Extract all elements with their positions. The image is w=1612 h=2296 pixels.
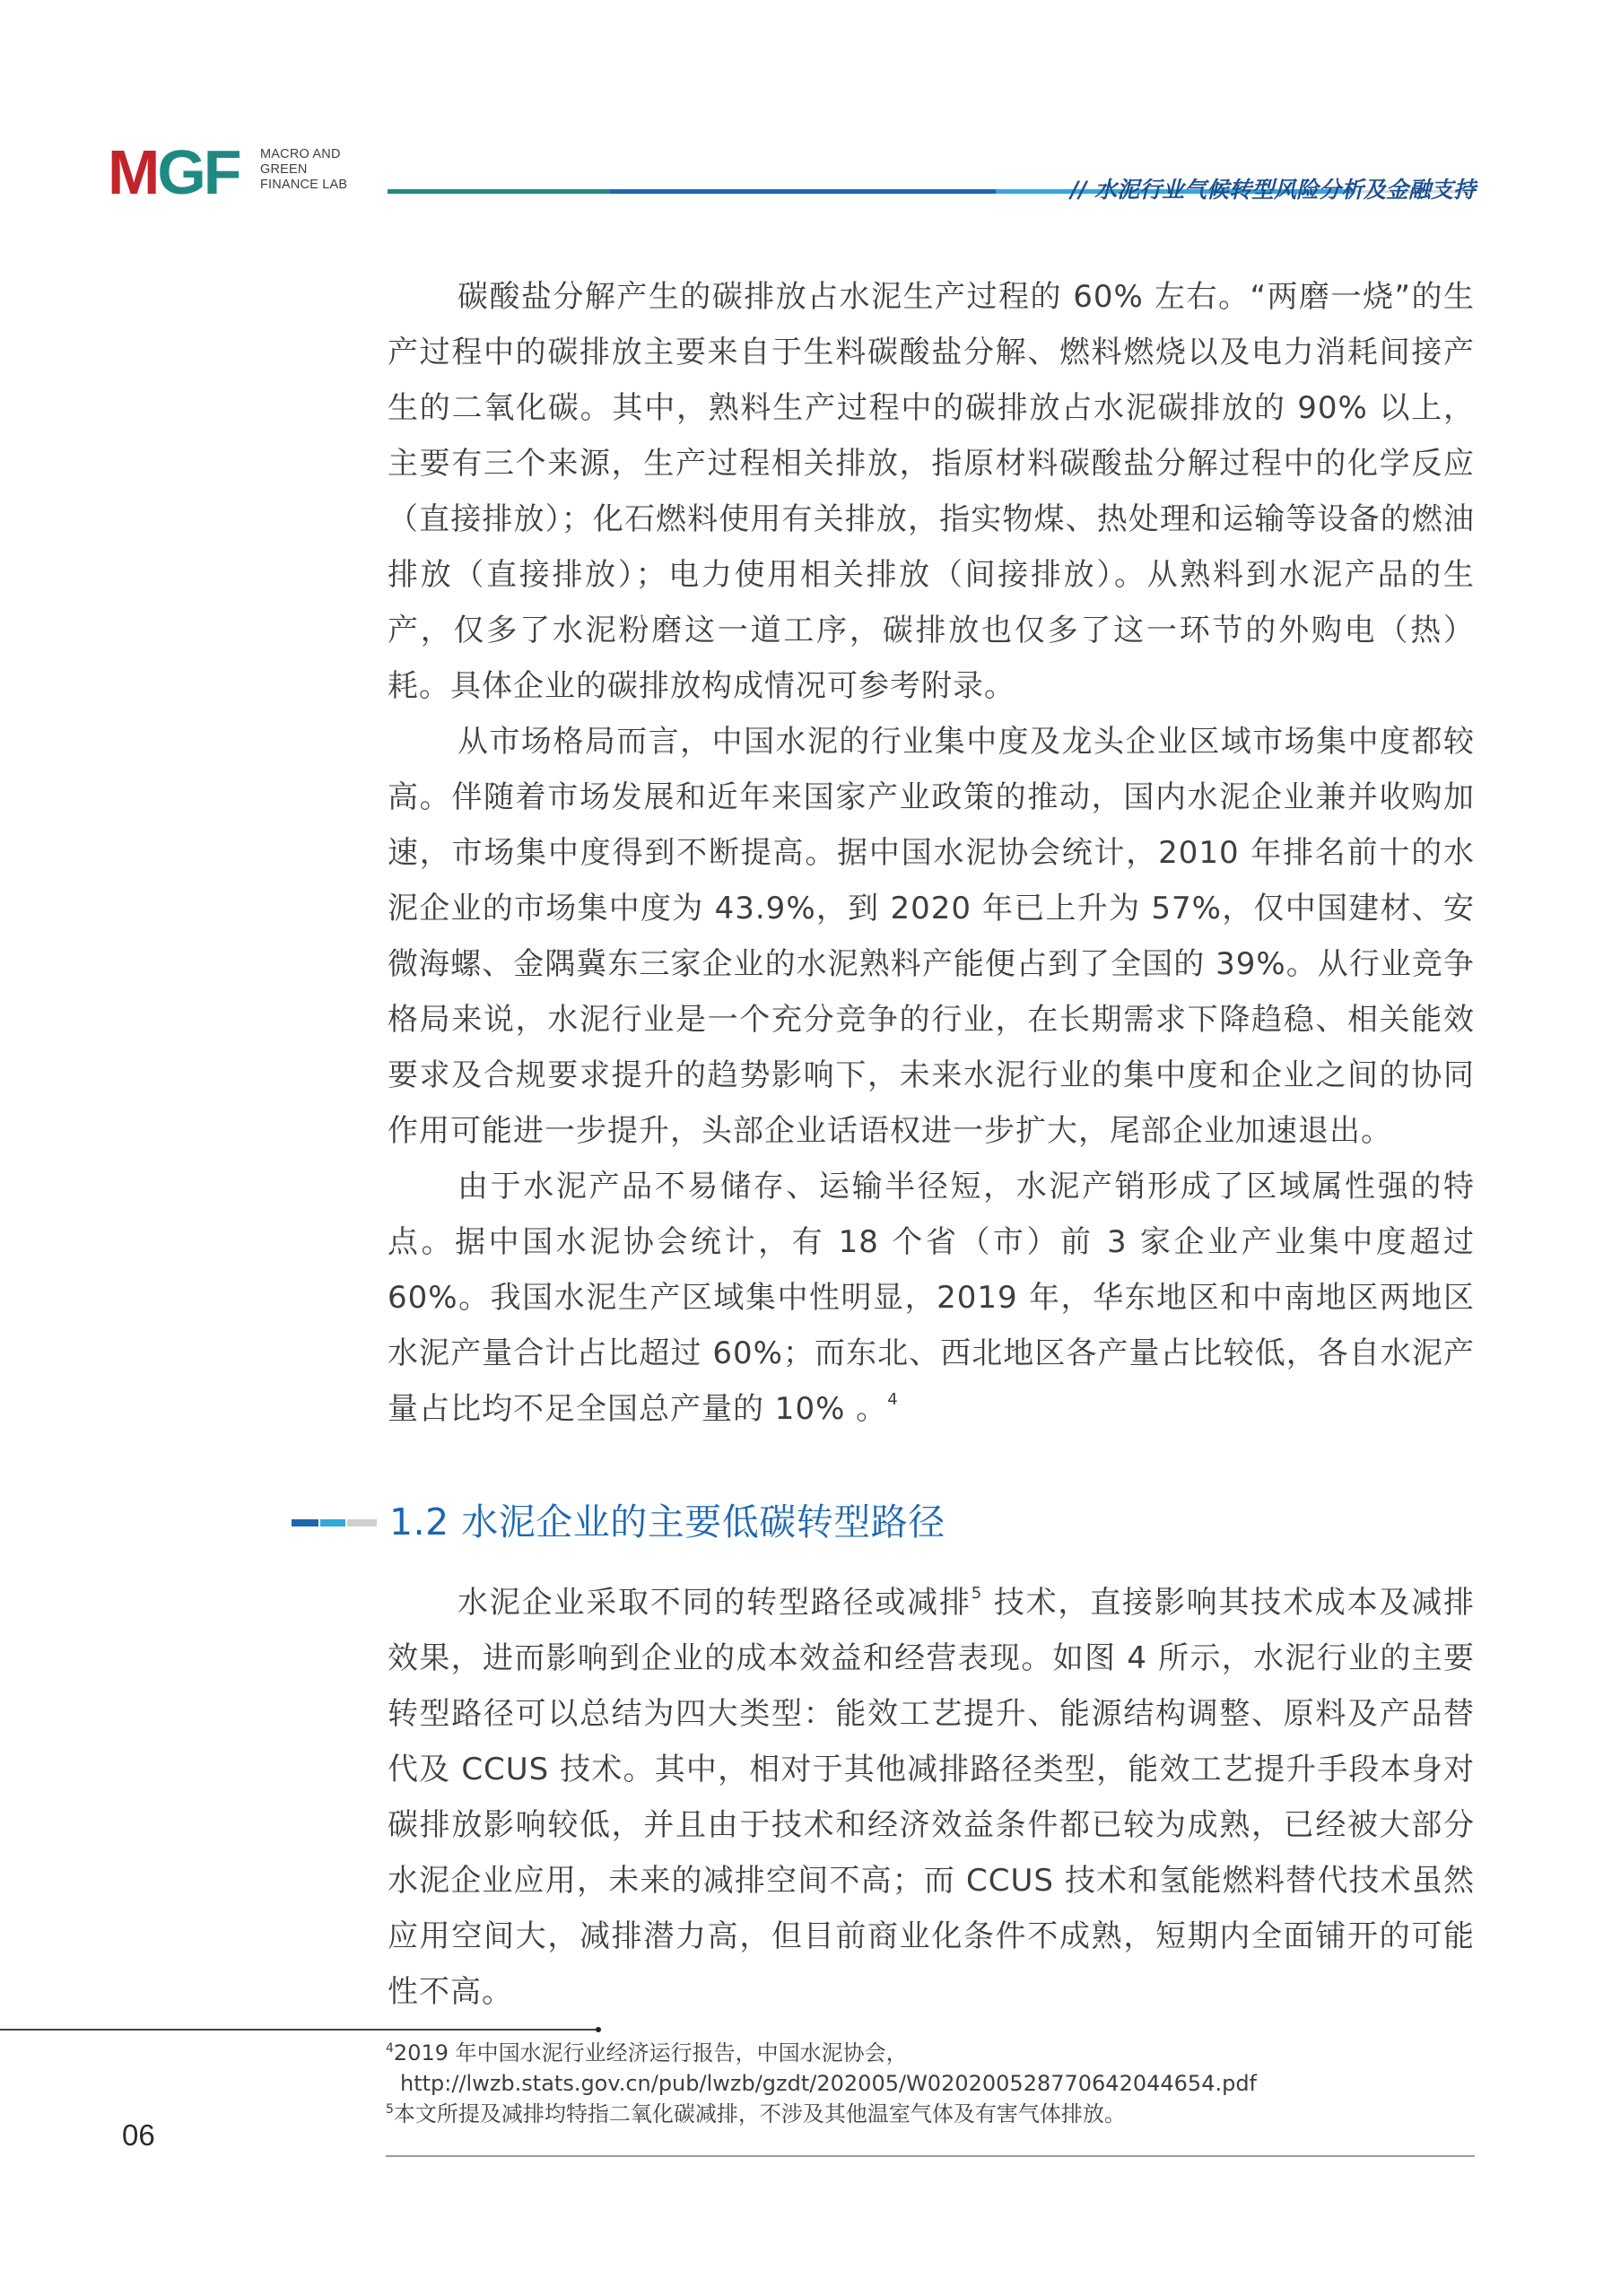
paragraph-3-text: 由于水泥产品不易储存、运输半径短，水泥产销形成了区域属性强的特点。据中国水泥协会统计，有 18 个省（市）前 3 家企业产业集中度超过 60%。我国水泥生产区域集中性明显，2019 年，华东地区和中南地区两地区水泥产量合计占比超过 60%；而东北、西北地区各产量占比较低，各自水泥产量占比均不足全国总产量的 10% 。: [388, 1169, 1475, 1427]
mgf-logo: [108, 144, 256, 199]
body-paragraph-2: 从市场格局而言，中国水泥的行业集中度及龙头企业区域市场集中度都较高。伴随着市场发展和近年来国家产业政策的推动，国内水泥企业兼并收购加速，市场集中度得到不断提高。据中国水泥协会统计，2010 年排名前十的水泥企业的市场集中度为 43.9%，到 2020 年已上升为 57%，仅中国建材、安微海螺、金隅冀东三家企业的水泥熟料产能便占到了全国的 39%。从行业竞争格局来说，水泥行业是一个充分竞争的行业，在长期需求下降趋稳、相关能效要求及合规要求提升的趋势影响下，未来水泥行业的集中度和企业之间的协同作用可能进一步提升，头部企业话语权进一步扩大，尾部企业加速退出。: [388, 724, 1475, 1149]
logo-letter-m: M: [108, 144, 158, 199]
footnote-divider: [0, 2027, 603, 2032]
body-paragraph-3: [388, 1159, 1475, 1437]
footnote-4-number: 4: [386, 2041, 394, 2056]
footnote-5: [386, 2099, 1475, 2129]
footnote-4: [386, 2038, 1475, 2068]
logo-line-1: MACRO AND: [260, 147, 341, 161]
paragraph-4-text-b: 技术，直接影响其技术成本及减排效果，进而影响到企业的成本效益和经营表现。如图 4 所示，水泥行业的主要转型路径可以总结为四大类型：能效工艺提升、能源结构调整、原料及产品替代及 CCUS 技术。其中，相对于其他减排路径类型，能效工艺提升手段本身对碳排放影响较低，并且由于技术和经济效益条件都已较为成熟，已经被大部分水泥企业应用，未来的减排空间不高；而 CCUS 技术和氢能燃料替代技术虽然应用空间大，减排潜力高，但目前商业化条件不成熟，短期内全面铺开的可能性不高。: [388, 1585, 1475, 2010]
header-title: // 水泥行业气候转型风险分析及金融支持: [1070, 177, 1476, 203]
footnote-5-number: 5: [386, 2102, 394, 2117]
footnote-ref-5[interactable]: 5: [971, 1584, 983, 1603]
logo-wordmark: [260, 147, 347, 193]
logo-letter-gf: GF: [157, 144, 240, 199]
footnote-5-text: 本文所提及减排均特指二氧化碳减排，不涉及其他温室气体及有害气体排放。: [393, 2101, 1126, 2126]
svg-text:MGF: [108, 144, 240, 199]
logo-line-2: GREEN: [260, 162, 308, 177]
section-title: 1.2 水泥企业的主要低碳转型路径: [389, 1500, 945, 1544]
footnote-4-url[interactable]: http://lwzb.stats.gov.cn/pub/lwzb/gzdt/202005/W020200528770642044654.pdf: [400, 2071, 1258, 2096]
footnote-bottom-rule: [386, 2155, 1475, 2157]
footnote-4-text: 2019 年中国水泥行业经济运行报告，中国水泥协会，: [393, 2040, 908, 2066]
logo-line-3: FINANCE LAB: [260, 178, 348, 192]
body-paragraph-4: [388, 1575, 1475, 2020]
page-number: 06: [122, 2118, 155, 2152]
section-heading-bars: [292, 1519, 377, 1526]
footnote-ref-4[interactable]: 4: [887, 1390, 899, 1409]
body-paragraph-1: 碳酸盐分解产生的碳排放占水泥生产过程的 60% 左右。“两磨一烧”的生产过程中的碳排放主要来自于生料碳酸盐分解、燃料燃烧以及电力消耗间接产生的二氧化碳。其中，熟料生产过程中的碳排放占水泥碳排放的 90% 以上，主要有三个来源，生产过程相关排放，指原材料碳酸盐分解过程中的化学反应（直接排放）；化石燃料使用有关排放，指实物煤、热处理和运输等设备的燃油排放（直接排放）；电力使用相关排放（间接排放）。从熟料到水泥产品的生产，仅多了水泥粉磨这一道工序，碳排放也仅多了这一环节的外购电（热）耗。具体企业的碳排放构成情况可参考附录。: [388, 279, 1475, 704]
paragraph-4-text-a: 水泥企业采取不同的转型路径或减排: [457, 1585, 972, 1621]
footnotes: [386, 2038, 1475, 2129]
